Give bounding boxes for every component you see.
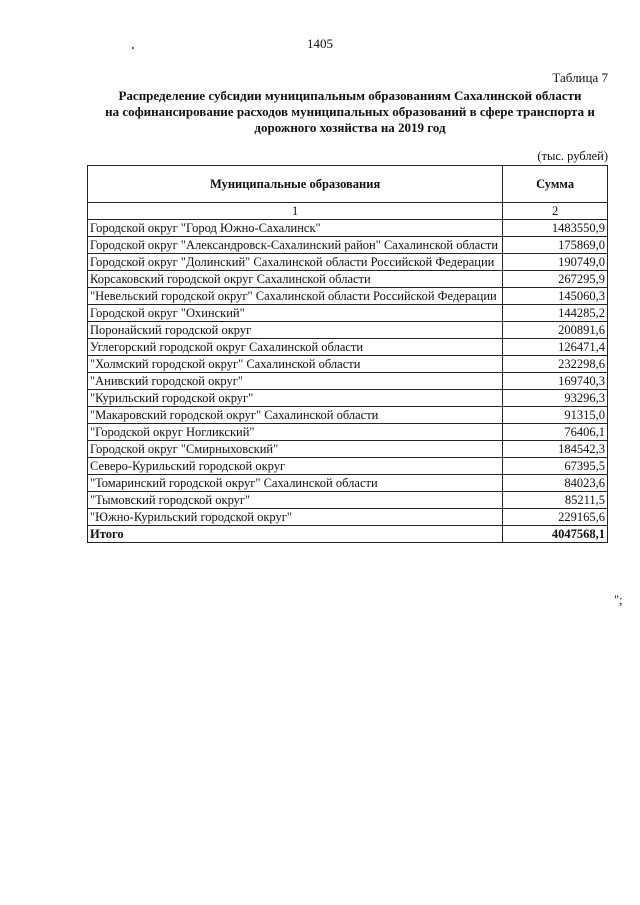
municipality-name: Городской округ "Долинский" Сахалинской области Российской Федерации (88, 254, 503, 271)
table-row (88, 254, 608, 271)
table-row (88, 339, 608, 356)
municipality-name: "Томаринский городской округ" Сахалинской области (88, 475, 503, 492)
municipality-name: Северо-Курильский городской округ (88, 458, 503, 475)
municipality-name: "Южно-Курильский городской округ" (88, 509, 503, 526)
municipality-name: "Макаровский городской округ" Сахалинской области (88, 407, 503, 424)
subsidy-table (87, 165, 608, 543)
municipality-name: "Курильский городской округ" (88, 390, 503, 407)
total-row (88, 526, 608, 543)
total-label: Итого (88, 526, 503, 543)
column-number-2: 2 (503, 203, 608, 220)
subsidy-amount: 93296,3 (503, 390, 608, 407)
subsidy-amount: 84023,6 (503, 475, 608, 492)
municipality-name: "Анивский городской округ" (88, 373, 503, 390)
subsidy-amount: 76406,1 (503, 424, 608, 441)
title-line-2: на софинансирование расходов муниципальных образований в сфере транспорта и (105, 104, 595, 119)
scan-speck (132, 47, 134, 49)
table-row (88, 475, 608, 492)
municipality-name: "Холмский городской округ" Сахалинской области (88, 356, 503, 373)
municipality-name: Городской округ "Александровск-Сахалинский район" Сахалинской области (88, 237, 503, 254)
table-row (88, 458, 608, 475)
subsidy-amount: 184542,3 (503, 441, 608, 458)
subsidy-amount: 1483550,9 (503, 220, 608, 237)
table-row (88, 356, 608, 373)
total-amount: 4047568,1 (503, 526, 608, 543)
table-row (88, 407, 608, 424)
subsidy-amount: 267295,9 (503, 271, 608, 288)
subsidy-amount: 175869,0 (503, 237, 608, 254)
units-label: (тыс. рублей) (537, 149, 608, 163)
subsidy-amount: 126471,4 (503, 339, 608, 356)
page-number: 1405 (307, 36, 333, 51)
table-row (88, 509, 608, 526)
subsidy-amount: 229165,6 (503, 509, 608, 526)
table-row (88, 305, 608, 322)
table-row (88, 390, 608, 407)
subsidy-amount: 232298,6 (503, 356, 608, 373)
table-row (88, 373, 608, 390)
table-row (88, 492, 608, 509)
municipality-name: "Тымовский городской округ" (88, 492, 503, 509)
table-row (88, 220, 608, 237)
table-row (88, 322, 608, 339)
municipality-name: Углегорский городской округ Сахалинской области (88, 339, 503, 356)
municipality-name: Городской округ "Смирныховский" (88, 441, 503, 458)
header-municipalities: Муниципальные образования (88, 166, 503, 203)
subsidy-amount: 91315,0 (503, 407, 608, 424)
column-number-1: 1 (88, 203, 503, 220)
subsidy-amount: 144285,2 (503, 305, 608, 322)
table-row (88, 271, 608, 288)
table-row (88, 288, 608, 305)
municipality-name: "Городской округ Ногликский" (88, 424, 503, 441)
municipality-name: "Невельский городской округ" Сахалинской области Российской Федерации (88, 288, 503, 305)
table-row (88, 441, 608, 458)
municipality-name: Поронайский городской округ (88, 322, 503, 339)
table-label: Таблица 7 (552, 70, 608, 85)
municipality-name: Корсаковский городской округ Сахалинской области (88, 271, 503, 288)
subsidy-amount: 169740,3 (503, 373, 608, 390)
title-line-3: дорожного хозяйства на 2019 год (254, 120, 446, 135)
column-number-row (88, 203, 608, 220)
table-row (88, 237, 608, 254)
subsidy-amount: 85211,5 (503, 492, 608, 509)
subsidy-amount: 145060,3 (503, 288, 608, 305)
municipality-name: Городской округ "Охинский" (88, 305, 503, 322)
title-line-1: Распределение субсидии муниципальным образованиям Сахалинской области (118, 88, 582, 103)
subsidy-amount: 190749,0 (503, 254, 608, 271)
subsidy-amount: 200891,6 (503, 322, 608, 339)
document-title (90, 88, 610, 136)
header-sum: Сумма (503, 166, 608, 203)
subsidy-amount: 67395,5 (503, 458, 608, 475)
municipality-name: Городской округ "Город Южно-Сахалинск" (88, 220, 503, 237)
table-row (88, 424, 608, 441)
closing-quote-mark: "; (614, 593, 623, 607)
